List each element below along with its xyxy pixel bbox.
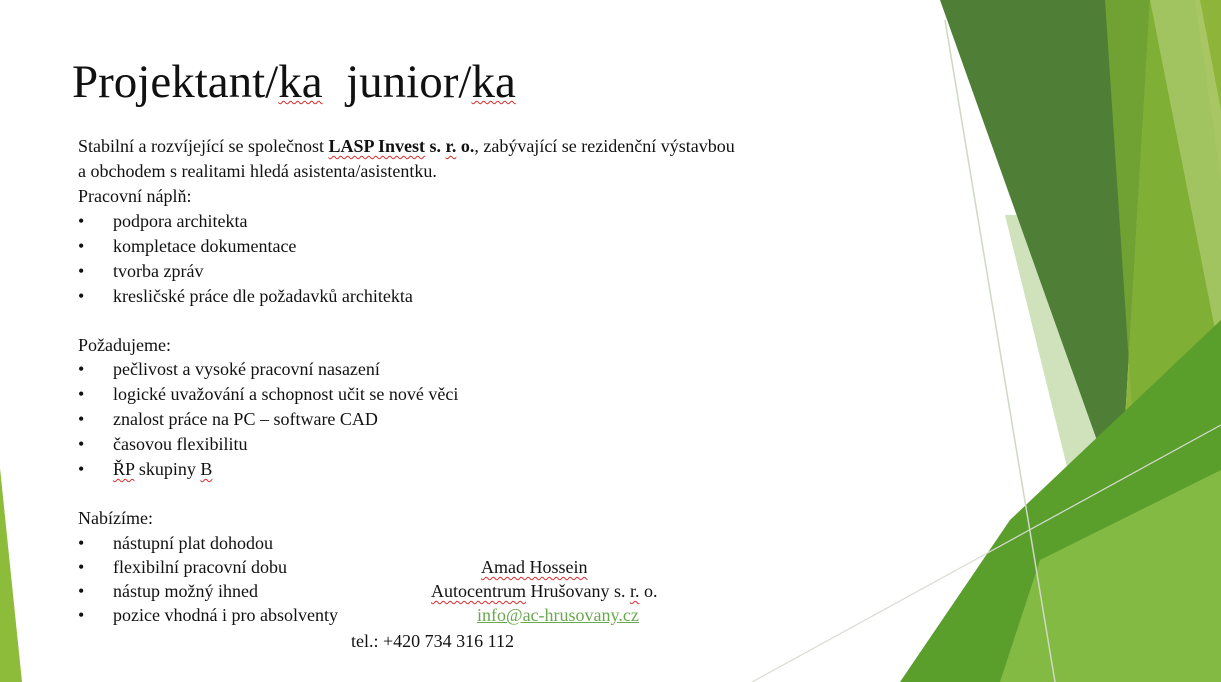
contact-email-row xyxy=(477,603,639,627)
duties-heading: Pracovní náplň: xyxy=(78,186,192,206)
title-ka-1: ka xyxy=(278,56,323,108)
bullet-icon: • xyxy=(78,434,85,454)
title-ka-2: ka xyxy=(471,56,516,108)
requirements-heading: Požadujeme: xyxy=(78,335,171,355)
contact-company-end: o. xyxy=(639,581,658,601)
bullet-icon: • xyxy=(78,286,85,306)
contact-company-mid: Hrušovany s. xyxy=(525,581,630,601)
bullet-icon: • xyxy=(78,533,85,553)
intro-line-1 xyxy=(78,134,735,158)
company-name: LASP Invest xyxy=(328,136,425,156)
bullet-icon: • xyxy=(78,605,85,625)
license-suffix: B xyxy=(200,459,213,479)
license-mid: skupiny xyxy=(134,459,201,479)
contact-name: Amad Hossein xyxy=(481,557,588,577)
bullet-icon: • xyxy=(78,409,85,429)
contact-phone: tel.: +420 734 316 112 xyxy=(351,631,514,651)
intro-post: , zabývající se rezidenční výstavbou xyxy=(474,136,735,156)
company-end: o. xyxy=(456,136,475,156)
title-part-1: Projektant/ xyxy=(72,56,279,108)
bullet-icon: • xyxy=(78,236,85,256)
bullet-icon: • xyxy=(78,359,85,379)
bullet-icon: • xyxy=(78,384,85,404)
page-title xyxy=(72,52,516,112)
decor-bottom-left-stripe xyxy=(0,468,22,682)
offer-heading: Nabízíme: xyxy=(78,508,153,528)
contact-company-word: Autocentrum xyxy=(431,581,526,601)
bullet-icon: • xyxy=(78,581,85,601)
company-r: r. xyxy=(445,136,457,156)
intro-pre: Stabilní a rozvíjející se společnost xyxy=(78,136,329,156)
license-prefix: ŘP xyxy=(113,459,135,479)
bullet-icon: • xyxy=(78,211,85,231)
intro-line-2: a obchodem s realitami hledá asistenta/asistentku. xyxy=(78,161,437,181)
bullet-icon: • xyxy=(78,261,85,281)
bullet-icon: • xyxy=(78,557,85,577)
email-link[interactable]: info@ac-hrusovany.cz xyxy=(477,605,639,625)
contact-company xyxy=(431,579,658,603)
bullet-icon: • xyxy=(78,459,85,479)
contact-company-r: r. xyxy=(629,581,640,601)
company-mid: s. xyxy=(424,136,446,156)
title-part-2: junior/ xyxy=(322,56,472,108)
